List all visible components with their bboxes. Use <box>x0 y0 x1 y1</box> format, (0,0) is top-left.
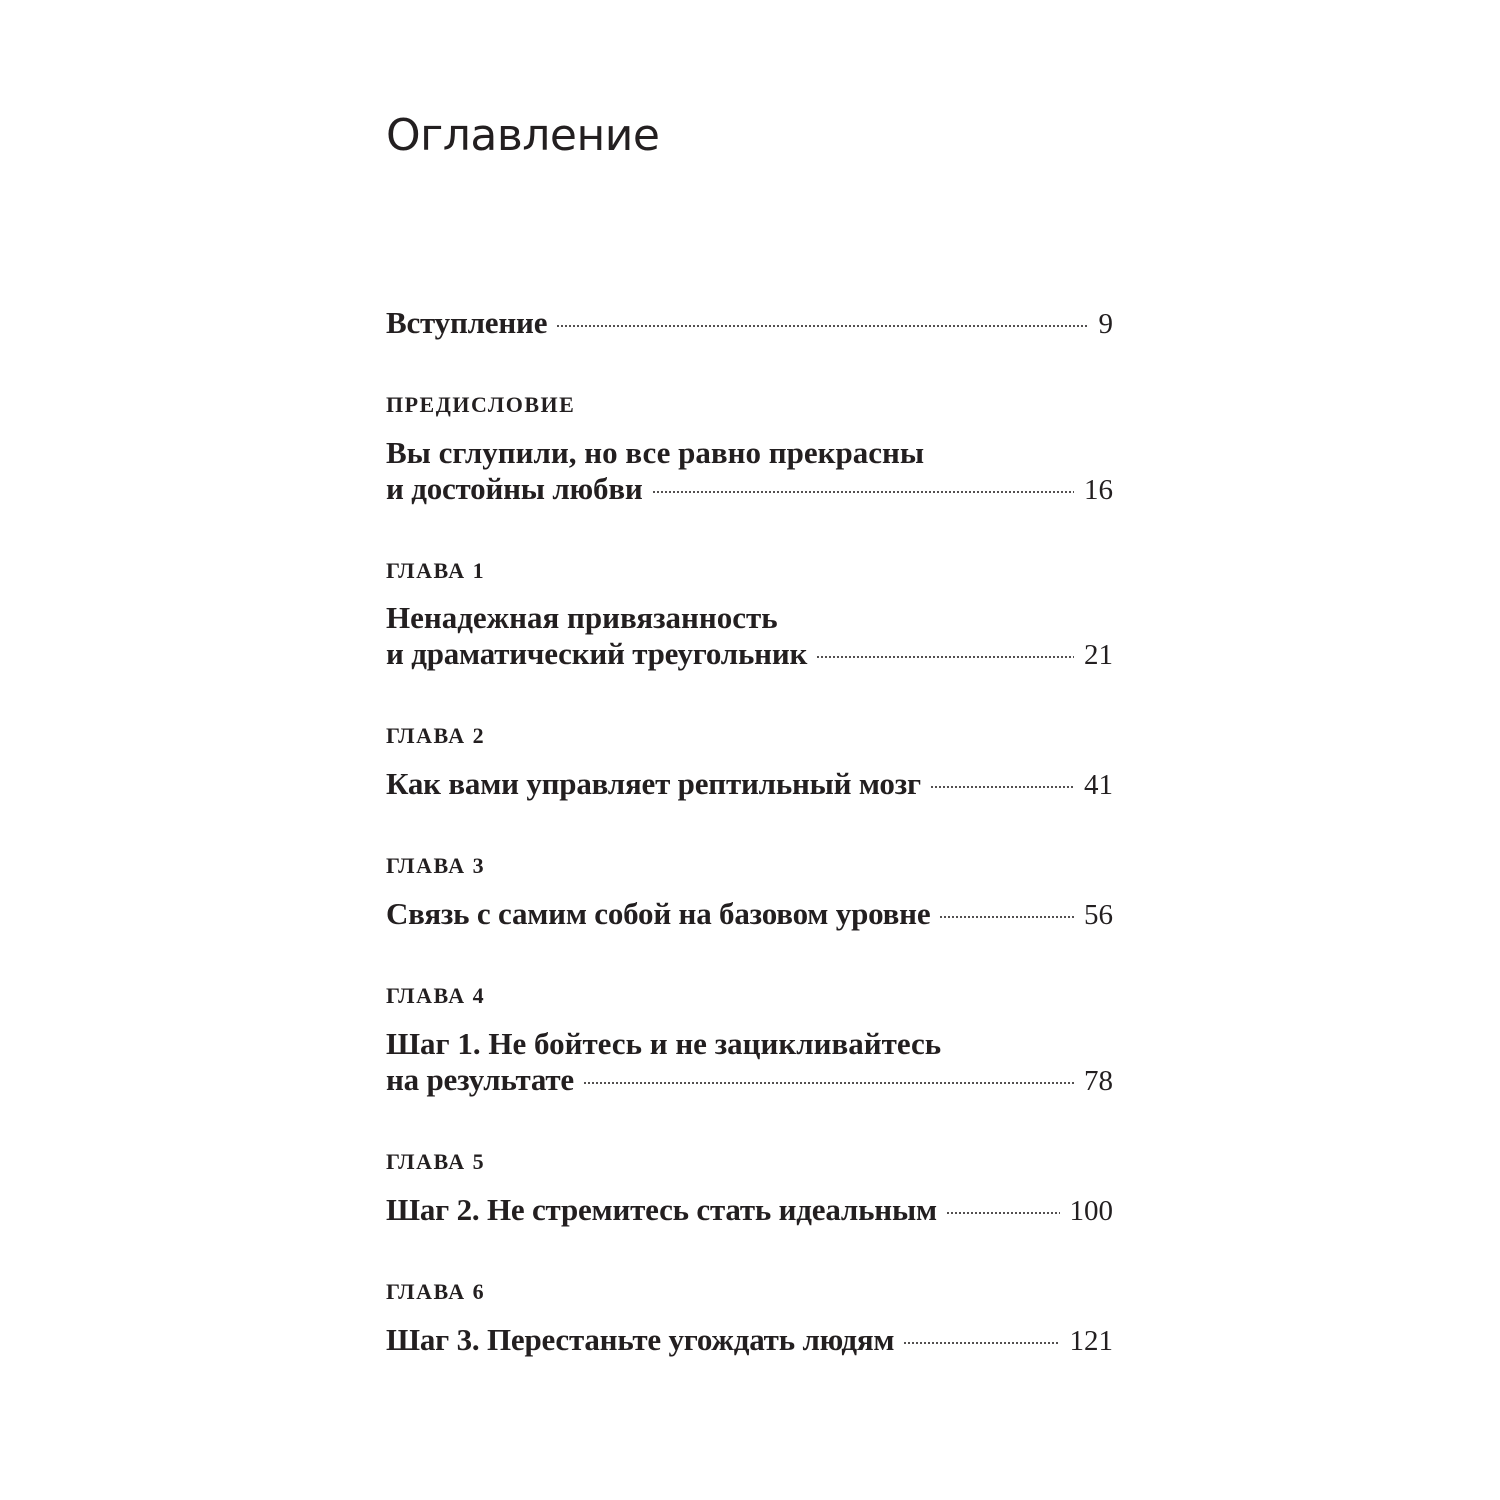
toc-entry-title-line: Вы сглупили, но все равно прекрасны <box>386 435 925 470</box>
toc-section-label: ГЛАВА 6 <box>386 1279 486 1304</box>
dot-leader <box>903 1342 1059 1344</box>
dot-leader <box>946 1212 1060 1214</box>
toc-entry-title: Шаг 3. Перестаньте угождать людям <box>386 1322 895 1357</box>
toc-page-number: 121 <box>1069 1325 1113 1357</box>
toc-entry-preface[interactable] <box>386 470 1113 508</box>
toc-entry-chapter-2[interactable] <box>386 765 1113 803</box>
toc-entry-chapter-5[interactable] <box>386 1191 1113 1229</box>
toc-section-label: ГЛАВА 4 <box>386 983 486 1008</box>
toc-section-label: ГЛАВА 2 <box>386 723 486 748</box>
toc-entry-title: и драматический треугольник <box>386 636 808 671</box>
toc-page-number: 9 <box>1098 308 1113 340</box>
toc-section-label: ГЛАВА 1 <box>386 558 486 583</box>
toc-entry-title: Связь с самим собой на базовом уровне <box>386 896 931 931</box>
toc-page-number: 41 <box>1084 769 1113 801</box>
dot-leader <box>816 656 1074 658</box>
toc-entry-introduction[interactable] <box>386 304 1113 342</box>
toc-entry-chapter-1[interactable] <box>386 635 1113 673</box>
toc-entry-chapter-4[interactable] <box>386 1061 1113 1099</box>
toc-entry-title: и достойны любви <box>386 471 643 506</box>
table-of-contents <box>386 0 1113 1500</box>
dot-leader <box>930 786 1074 788</box>
toc-page-number: 16 <box>1084 474 1113 506</box>
dot-leader <box>583 1082 1074 1084</box>
toc-page-number: 100 <box>1069 1195 1113 1227</box>
dot-leader <box>652 491 1074 493</box>
toc-entry-title: Шаг 2. Не стремитесь стать идеальным <box>386 1192 937 1227</box>
toc-entry-title: Как вами управляет рептильный мозг <box>386 766 921 801</box>
toc-section-label: ГЛАВА 3 <box>386 853 486 878</box>
dot-leader <box>939 916 1074 918</box>
toc-entry-title-line: Шаг 1. Не бойтесь и не зацикливайтесь <box>386 1026 942 1061</box>
toc-page-number: 21 <box>1084 639 1113 671</box>
toc-page-number: 78 <box>1084 1065 1113 1097</box>
toc-section-label: ГЛАВА 5 <box>386 1149 486 1174</box>
toc-entry-title: на результате <box>386 1062 574 1097</box>
toc-entry-chapter-6[interactable] <box>386 1321 1113 1359</box>
toc-section-label: ПРЕДИСЛОВИЕ <box>386 392 576 417</box>
page-title: Оглавление <box>386 110 660 161</box>
toc-page-number: 56 <box>1084 899 1113 931</box>
toc-entry-title-line: Ненадежная привязанность <box>386 600 778 635</box>
toc-entry-chapter-3[interactable] <box>386 895 1113 933</box>
toc-entry-title: Вступление <box>386 305 548 340</box>
dot-leader <box>556 325 1088 327</box>
